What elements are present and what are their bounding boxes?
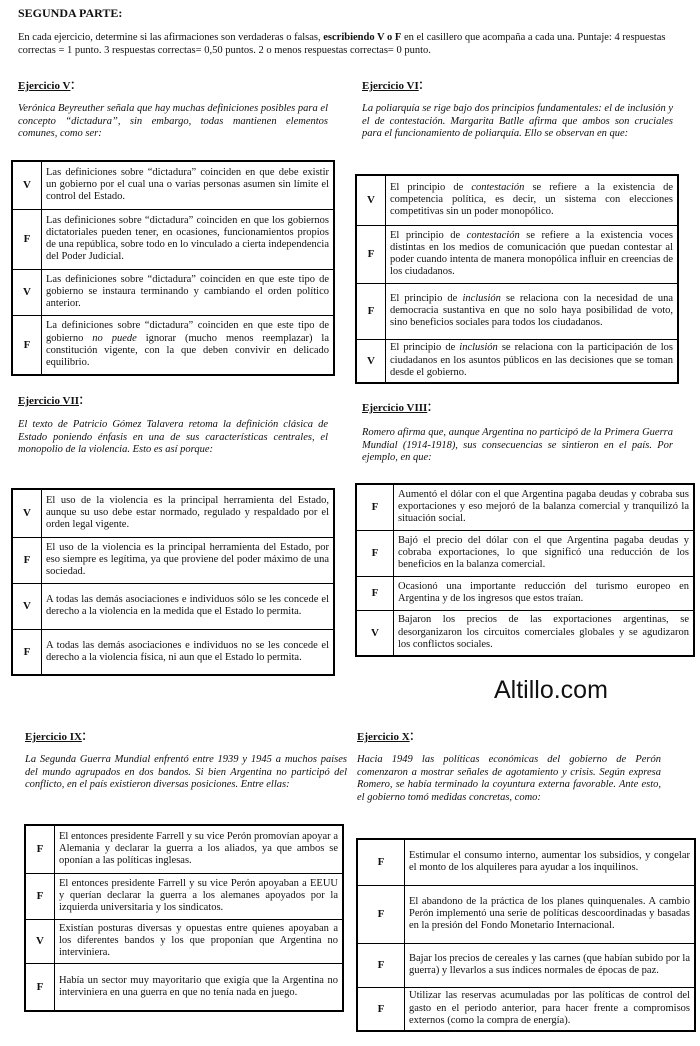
answer-cell: F [357, 943, 405, 987]
table-row [357, 943, 695, 987]
statement-cell: Bajó el precio del dólar con el que Argentina pagaba deudas y cobraba exportaciones, lo que significó una reducción de los beneficios en la balanza comercial. [394, 530, 695, 576]
answer-cell: V [12, 269, 42, 315]
exercise-9-title: Ejercicio IX: [25, 727, 87, 744]
instructions-text-1: En cada ejercicio, determine si las afirmaciones son verdaderas o falsas, [18, 32, 324, 43]
table-row [356, 225, 678, 283]
statement-cell: El principio de contestación se refiere a la existencia voces distintas en los medios de comunicación que puedan contestar al poder cuando intenta de manera monopólica influir en creencias de los ciudadanos. [386, 225, 679, 283]
answer-cell: V [356, 175, 386, 225]
exercise-8-intro: Romero afirma que, aunque Argentina no participó de la Primera Guerra Mundial (1914-1918), sus consecuencias se sintieron en el país. Por ejemplo, en que: [362, 427, 673, 464]
statement-cell: Había un sector muy mayoritario que exigía que la Argentina no interviniera en una guerra en que no tenía nada en juego. [55, 963, 344, 1011]
table-row [12, 209, 334, 269]
answer-cell: F [356, 283, 386, 339]
exercise-6-title: Ejercicio VI: [362, 76, 424, 93]
answer-cell: F [25, 873, 55, 919]
exercise-8-table [355, 483, 695, 657]
exercise-10-title: Ejercicio X: [357, 727, 415, 744]
answer-cell: F [12, 209, 42, 269]
statement-cell: El principio de inclusión se relaciona con la participación de los ciudadanos en los asuntos públicos en las decisiones que se toman desde el gobierno. [386, 339, 679, 383]
answer-cell: F [357, 987, 405, 1031]
table-row [356, 610, 694, 656]
answer-cell: F [12, 537, 42, 583]
table-row [356, 175, 678, 225]
statement-cell: Aumentó el dólar con el que Argentina pagaba deudas y cobraba sus exportaciones y eso mejoró de la balanza comercial y tranquilizó la situación social. [394, 484, 695, 530]
statement-cell: Estimular el consumo interno, aumentar los subsidios, y congelar el monto de los alquileres para ayudar a los inquilinos. [405, 839, 696, 885]
answer-cell: F [357, 885, 405, 943]
table-row [12, 537, 334, 583]
exercise-9-intro: La Segunda Guerra Mundial enfrentó entre 1939 y 1945 a muchos países del mundo agrupados en dos bandos. Si bien Argentina no participó del conflicto, en el país existieron diversas posiciones. Entre ellas: [25, 754, 347, 791]
answer-cell: F [12, 629, 42, 675]
statement-cell: El principio de inclusión se relaciona con la necesidad de una democracia sustantiva en que no solo haya posibilidad de voto, sino beneficios sociales para todos los ciudadanos. [386, 283, 679, 339]
table-row [12, 583, 334, 629]
statement-cell: A todas las demás asociaciones e individuos no se les concede el derecho a la violencia física, ni aun que el Estado lo permita. [42, 629, 335, 675]
table-row [12, 161, 334, 209]
answer-cell: F [356, 484, 394, 530]
table-row [12, 269, 334, 315]
table-row [356, 530, 694, 576]
statement-cell: Las definiciones sobre “dictadura” coinciden en que los gobiernos dictatoriales pueden tener, en ocasiones, funcionamientos propios de una república, sobre todo en lo vinculado a cierta independencia del Poder Judicial. [42, 209, 335, 269]
answer-cell: V [12, 489, 42, 537]
table-row [356, 576, 694, 610]
table-row [25, 919, 343, 963]
exercise-10-table [356, 838, 696, 1032]
answer-cell: V [356, 339, 386, 383]
exercise-5-title: Ejercicio V: [18, 76, 75, 93]
answer-cell: F [356, 530, 394, 576]
answer-cell: F [12, 315, 42, 375]
statement-cell: El uso de la violencia es la principal herramienta del Estado, por eso siempre es legítima, ya que proviene del poder máximo de una sociedad. [42, 537, 335, 583]
statement-cell: Bajar los precios de cereales y las carnes (que habían subido por la guerra) y llevarlos a sus índices normales de épocas de paz. [405, 943, 696, 987]
instructions-text-2: en el casillero que acompaña a cada una. Puntaje: 4 respuestas correctas = 1 punto. 3 respuestas correctas= 0,50 puntos. 2 o menos respuestas correctas= 0 punto. [18, 32, 666, 56]
statement-cell: Existían posturas diversas y opuestas entre quienes apoyaban a los diferentes bandos y los que proponían que Argentina no interviniera. [55, 919, 344, 963]
table-row [25, 873, 343, 919]
answer-cell: F [25, 825, 55, 873]
answer-cell: V [356, 610, 394, 656]
statement-cell: El entonces presidente Farrell y su vice Perón apoyaban a EEUU y querían declarar la guerra a los alemanes apoyados por la izquierda universitaria y los sindicatos. [55, 873, 344, 919]
answer-cell: F [356, 225, 386, 283]
table-row [25, 825, 343, 873]
statement-cell: Bajaron los precios de las exportaciones argentinas, se desorganizaron los circuitos comerciales globales y se agudizaron los conflictos sociales. [394, 610, 695, 656]
statement-cell: A todas las demás asociaciones e individuos sólo se les concede el derecho a la violencia en la medida que el Estado lo permita. [42, 583, 335, 629]
exercise-7-title: Ejercicio VII: [18, 391, 84, 408]
statement-cell: El principio de contestación se refiere a la existencia de competencia política, es decir, un sistema con elecciones competitivas sin un poder monopólico. [386, 175, 679, 225]
answer-cell: V [12, 583, 42, 629]
table-row [12, 489, 334, 537]
part-title: SEGUNDA PARTE: [18, 6, 123, 20]
statement-cell: El uso de la violencia es la principal herramienta del Estado, aunque su uso debe estar normado, regulado y respaldado por el orden legal vigente. [42, 489, 335, 537]
altillo-watermark: Altillo.com [494, 676, 608, 704]
answer-cell: V [12, 161, 42, 209]
statement-cell: El abandono de la práctica de los planes quinquenales. A cambio Perón implementó una serie de políticas descoordinadas y basadas en la presión del Fondo Monetario Internacional. [405, 885, 696, 943]
instructions-paragraph [18, 31, 684, 57]
answer-cell: F [357, 839, 405, 885]
table-row [357, 839, 695, 885]
table-row [25, 963, 343, 1011]
statement-cell: La definiciones sobre “dictadura” coinciden en que este tipo de gobierno no puede ignorar (mucho menos reemplazar) la constitución vigente, con la que deben convivir en delicado equilibrio. [42, 315, 335, 375]
table-row [356, 484, 694, 530]
exercise-5-table [11, 160, 335, 376]
table-row [357, 987, 695, 1031]
statement-cell: El entonces presidente Farrell y su vice Perón promovían apoyar a Alemania y declarar la guerra a los aliados, ya que ambos se oponían a las políticas inglesas. [55, 825, 344, 873]
answer-cell: F [25, 963, 55, 1011]
exercise-5-intro: Verónica Beyreuther señala que hay muchas definiciones posibles para el concepto “dictadura”, sin embargo, todas mantienen elementos comunes, como ser: [18, 103, 328, 140]
exercise-9-table [24, 824, 344, 1012]
statement-cell: Ocasionó una importante reducción del turismo europeo en Argentina y de los ingresos que estos traían. [394, 576, 695, 610]
table-row [356, 339, 678, 383]
exercise-8-title: Ejercicio VIII: [362, 398, 432, 415]
answer-cell: V [25, 919, 55, 963]
answer-cell: F [356, 576, 394, 610]
exercise-6-table [355, 174, 679, 384]
table-row [356, 283, 678, 339]
instructions-bold: escribiendo V o F [323, 32, 402, 43]
statement-cell: Las definiciones sobre “dictadura” coinciden en que este tipo de gobierno se instaura terminando y cambiando el orden político anterior. [42, 269, 335, 315]
exercise-7-table [11, 488, 335, 676]
table-row [12, 629, 334, 675]
table-row [12, 315, 334, 375]
exercise-10-intro: Hacia 1949 las políticas económicas del gobierno de Perón comenzaron a mostrar señales de agotamiento y crisis. Según expresa Romero, se había terminado la coyuntura externa favorable. Ante esto, el gobierno tomó medidas concretas, como: [357, 754, 661, 803]
statement-cell: Las definiciones sobre “dictadura” coinciden en que debe existir un gobierno por el cual una o varias personas asumen sin límite el control del Estado. [42, 161, 335, 209]
statement-cell: Utilizar las reservas acumuladas por las políticas de control del gasto en el periodo anterior, para hacer frente a compromisos externos (como la compra de energía). [405, 987, 696, 1031]
table-row [357, 885, 695, 943]
exercise-6-intro: La poliarquía se rige bajo dos principios fundamentales: el de inclusión y el de contestación. Margarita Batlle afirma que ambos son cruciales para el funcionamiento de poliarquía. Ello se observan en que: [362, 103, 673, 140]
exercise-7-intro: El texto de Patricio Gómez Talavera retoma la definición clásica de Estado poniendo énfasis en una de sus características centrales, el monopolio de la violencia. Esto es así porque: [18, 419, 328, 456]
